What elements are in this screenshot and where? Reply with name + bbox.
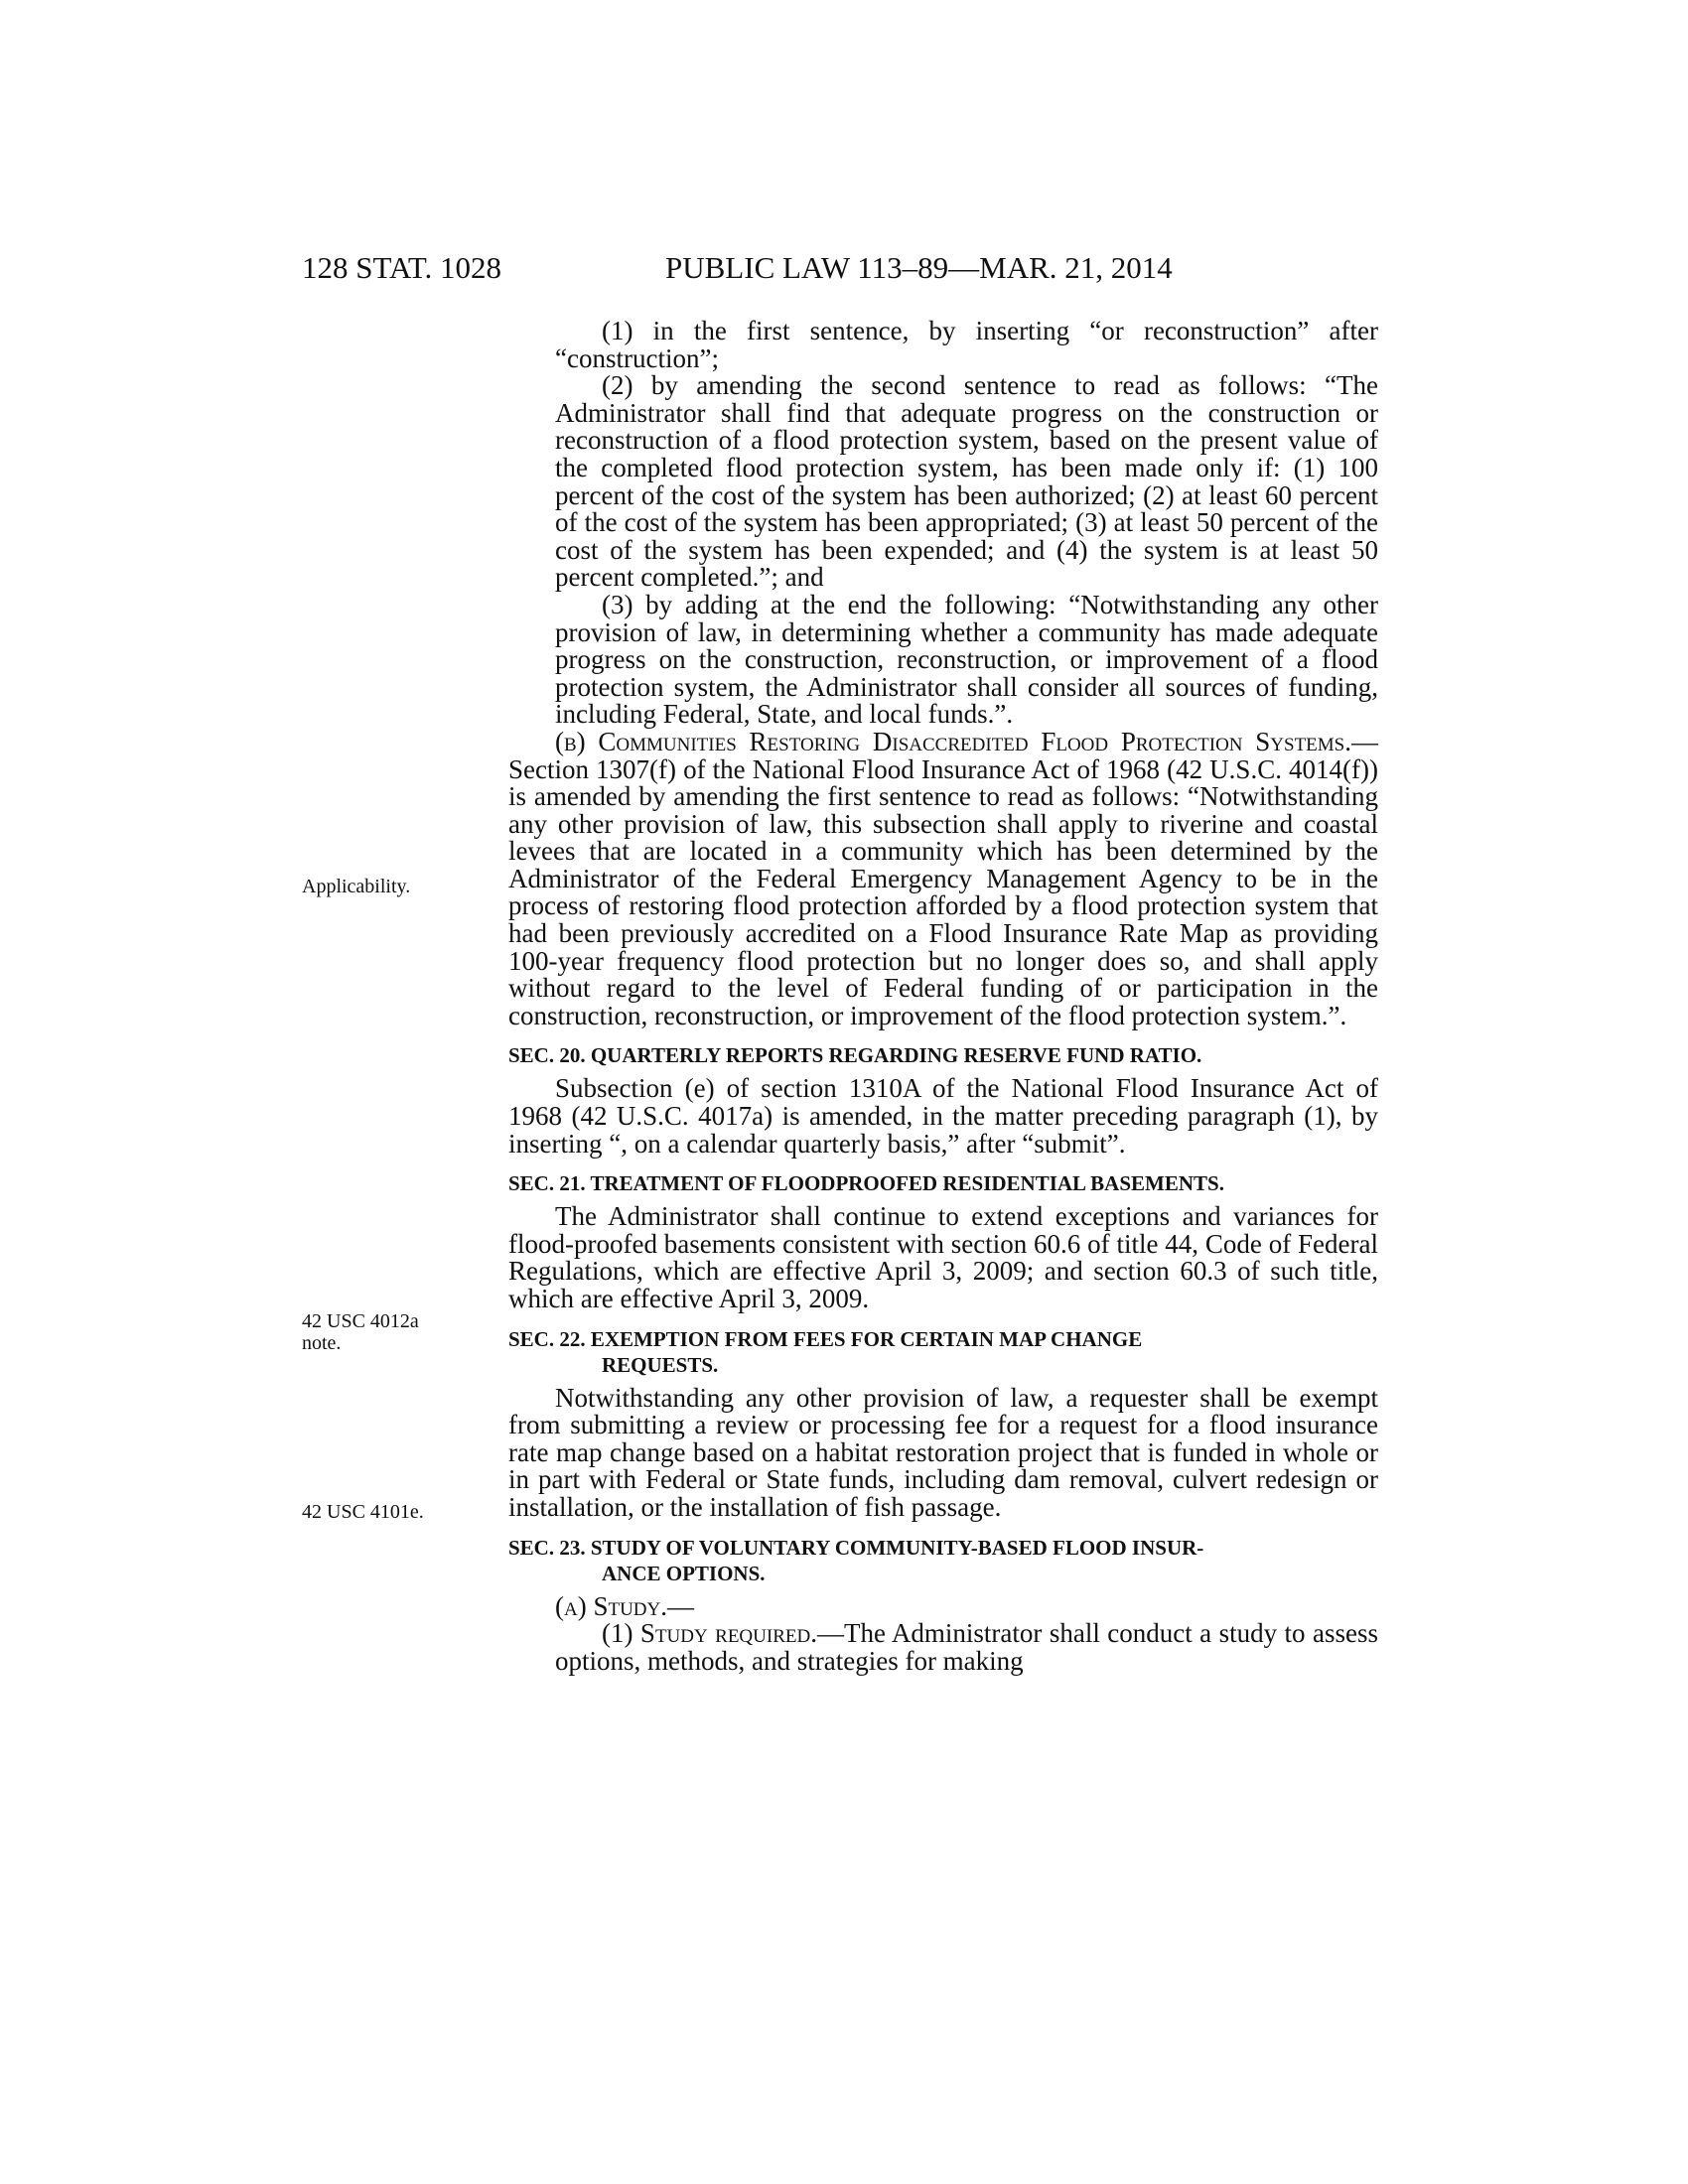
section-23-heading-line1: SEC. 23. STUDY OF VOLUNTARY COMMUNITY-BASED FLOOD INSUR-	[508, 1535, 1204, 1560]
section-20-heading: SEC. 20. QUARTERLY REPORTS REGARDING RESERVE FUND RATIO.	[508, 1043, 1202, 1068]
paragraph-1: (1) in the first sentence, by inserting “or reconstruction” after “construction”;	[555, 316, 1378, 373]
section-23-heading-line2: ANCE OPTIONS.	[602, 1561, 766, 1585]
section-22-heading-line2: REQUESTS.	[602, 1352, 719, 1377]
subsection-a-study: (a) Study.—	[555, 1590, 694, 1621]
section-22-heading	[508, 1326, 1378, 1378]
statute-body	[508, 318, 1378, 1675]
margin-note-applicability: Applicability.	[302, 876, 411, 897]
page-running-title: PUBLIC LAW 113–89—MAR. 21, 2014	[665, 250, 1173, 285]
page-stat-number: 128 STAT. 1028	[302, 250, 502, 285]
margin-note-4012a-text: 42 USC 4012a note.	[302, 1310, 419, 1354]
margin-note-4012a	[302, 1310, 451, 1354]
paragraph-2: (2) by amending the second sentence to read as follows: “The Administrator shall find that adequate progress on the construction or reconstruction of a flood protection system, based on the present value of the completed flood protection system, has been made only if: (1) 100 percent of the cost of the system has been authorized; (2) at least 60 percent of the cost of the system has been appropriated; (3) at least 50 percent of the cost of the system has been expended; and (4) the system is at least 50 percent completed.”; and	[555, 370, 1378, 593]
section-22-heading-line1: SEC. 22. EXEMPTION FROM FEES FOR CERTAIN MAP CHANGE	[508, 1326, 1143, 1351]
paragraph-a1-text: The Administrator shall conduct a study to assess options, methods, and strategies for making	[555, 1618, 1379, 1676]
subsection-b-text: Section 1307(f) of the National Flood Insurance Act of 1968 (42 U.S.C. 4014(f)) is amended by amending the first sentence to read as follows: “Notwithstanding any other provision of law, this subsection shall apply to riverine and coastal levees that are located in a community which has been determined by the Administrator of the Federal Emergency Management Agency to be in the process of restoring flood protection afforded by a flood protection system that had been previously accredited on a Flood Insurance Rate Map as providing 100-year frequency flood protection but no longer does so, and shall apply without regard to the level of Federal funding of or participation in the construction, reconstruction, or improvement of the flood protection system.”.	[508, 753, 1378, 1030]
margin-note-4101e: 42 USC 4101e.	[302, 1501, 424, 1523]
section-22-text: Notwithstanding any other provision of law, a requester shall be exempt from submitting a review or processing fee for a request for a flood insurance rate map change based on a habitat restoration project that is funded in whole or in part with Federal or State funds, including dam removal, culvert redesign or installation, or the installation of fish passage.	[508, 1382, 1378, 1522]
section-21-text: The Administrator shall continue to extend exceptions and variances for flood-proofed basements consistent with section 60.6 of title 44, Code of Federal Regulations, which are effective April 3, 2009; and section 60.3 of such title, which are effective April 3, 2009.	[508, 1201, 1378, 1313]
subsection-b-heading: (b) Communities Restoring Disaccredited Flood Protection Systems.—	[555, 726, 1378, 756]
paragraph-a1-heading: (1) Study required.—	[602, 1618, 844, 1649]
section-21-heading: SEC. 21. TREATMENT OF FLOODPROOFED RESIDENTIAL BASEMENTS.	[508, 1171, 1224, 1196]
section-23-heading	[508, 1535, 1378, 1586]
paragraph-a1	[508, 1620, 1378, 1675]
subsection-b	[508, 726, 1378, 1030]
section-20-text: Subsection (e) of section 1310A of the National Flood Insurance Act of 1968 (42 U.S.C. 4017a) is amended, in the matter preceding paragraph (1), by inserting “, on a calendar quarterly basis,” after “submit”.	[508, 1073, 1378, 1159]
paragraph-3: (3) by adding at the end the following: “Notwithstanding any other provision of law, in determining whether a community has made adequate progress on the construction, reconstruction, or improvement of a flood protection system, the Administrator shall consider all sources of funding, including Federal, State, and local funds.”.	[555, 589, 1378, 730]
